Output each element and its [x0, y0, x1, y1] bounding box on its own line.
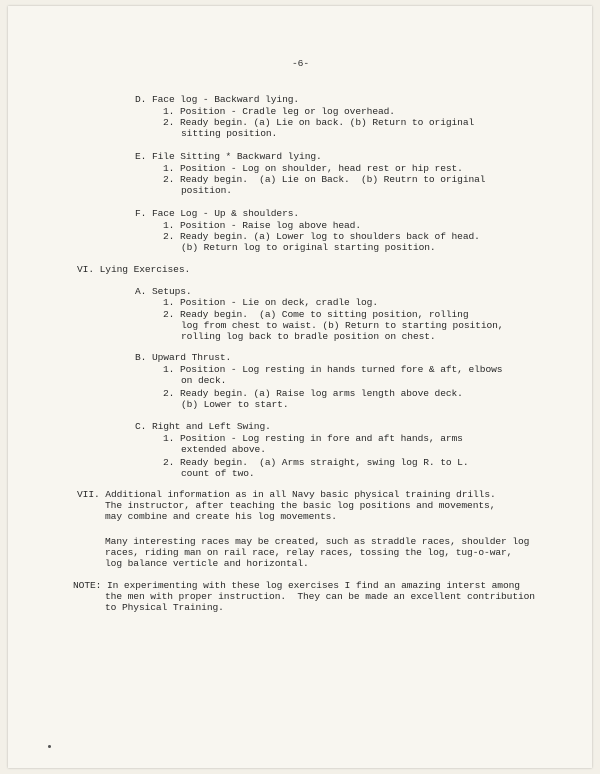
item-d-2-cont: sitting position.	[181, 128, 278, 139]
item-e-2: 2. Ready begin. (a) Lie on Back. (b) Reutrn to original	[163, 174, 486, 185]
item-b-2: 2. Ready begin. (a) Raise log arms length above deck.	[163, 388, 463, 399]
item-e-1: 1. Position - Log on shoulder, head rest or hip rest.	[163, 163, 463, 174]
item-e-2-cont: position.	[181, 185, 232, 196]
section-vi-title: VI. Lying Exercises.	[77, 264, 191, 275]
item-e-title: E. File Sitting * Backward lying.	[135, 151, 322, 162]
item-f-2-cont: (b) Return log to original starting position.	[181, 242, 436, 253]
item-d-2: 2. Ready begin. (a) Lie on back. (b) Return to original	[163, 117, 475, 128]
note-line2: the men with proper instruction. They can be made an excellent contribution	[105, 591, 535, 602]
item-b-1-cont: on deck.	[181, 375, 227, 386]
item-a-title: A. Setups.	[135, 286, 192, 297]
item-a-2: 2. Ready begin. (a) Come to sitting position, rolling	[163, 309, 469, 320]
item-c-2-cont: count of two.	[181, 468, 255, 479]
section-vii-line1: VII. Additional information as in all Navy basic physical training drills.	[77, 489, 496, 500]
item-c-1-cont: extended above.	[181, 444, 266, 455]
item-a-1: 1. Position - Lie on deck, cradle log.	[163, 297, 378, 308]
section-vii-p2-line2: races, riding man on rail race, relay races, tossing the log, tug-o-war,	[105, 547, 513, 558]
note-line3: to Physical Training.	[105, 602, 224, 613]
item-b-title: B. Upward Thrust.	[135, 352, 232, 363]
item-a-2-cont2: rolling log back to bradle position on chest.	[181, 331, 436, 342]
page-number: -6-	[292, 58, 309, 69]
item-a-2-cont1: log from chest to waist. (b) Return to starting position,	[181, 320, 504, 331]
section-vii-p2-line1: Many interesting races may be created, such as straddle races, shoulder log	[105, 536, 530, 547]
stray-mark	[48, 745, 51, 748]
item-f-title: F. Face Log - Up & shoulders.	[135, 208, 300, 219]
item-f-2: 2. Ready begin. (a) Lower log to shoulders back of head.	[163, 231, 480, 242]
note-line1: NOTE: In experimenting with these log exercises I find an amazing interst among	[73, 580, 520, 591]
item-b-1: 1. Position - Log resting in hands turned fore & aft, elbows	[163, 364, 503, 375]
item-b-2-cont: (b) Lower to start.	[181, 399, 289, 410]
section-vii-line2: The instructor, after teaching the basic log positions and movements,	[105, 500, 496, 511]
item-c-1: 1. Position - Log resting in fore and aft hands, arms	[163, 433, 463, 444]
item-c-2: 2. Ready begin. (a) Arms straight, swing log R. to L.	[163, 457, 469, 468]
section-vii-p2-line3: log balance verticle and horizontal.	[105, 558, 309, 569]
item-d-1: 1. Position - Cradle leg or log overhead.	[163, 106, 395, 117]
section-vii-line3: may combine and create his log movements.	[105, 511, 337, 522]
item-c-title: C. Right and Left Swing.	[135, 421, 271, 432]
item-f-1: 1. Position - Raise log above head.	[163, 220, 362, 231]
item-d-title: D. Face log - Backward lying.	[135, 94, 300, 105]
